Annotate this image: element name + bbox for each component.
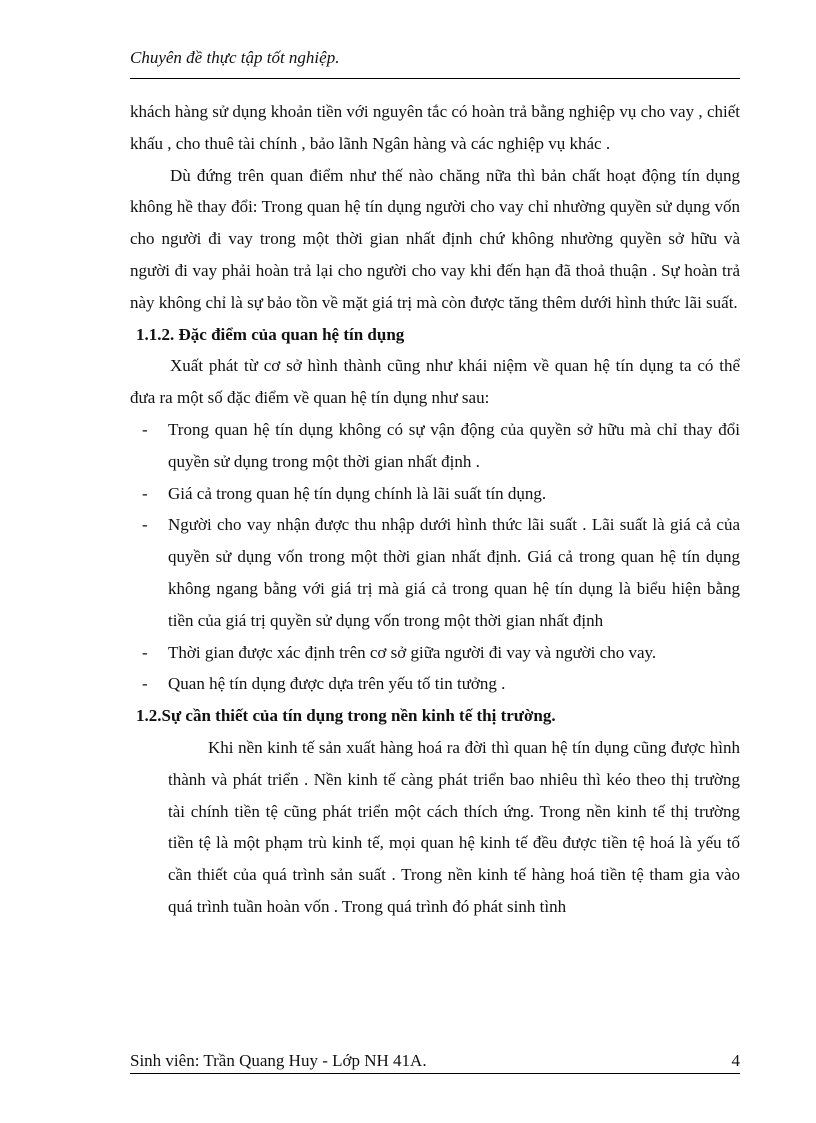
footer-author: Sinh viên: Trần Quang Huy - Lớp NH 41A. (130, 1051, 427, 1070)
dash-bullet: - (142, 674, 148, 694)
list-item-text: Quan hệ tín dụng được dựa trên yếu tố tin tưởng . (168, 674, 506, 694)
list-item (130, 509, 740, 636)
dash-bullet: - (142, 642, 148, 662)
header-rule (130, 78, 740, 79)
list-item (130, 414, 740, 478)
page-body (130, 96, 740, 923)
paragraph-4: Khi nền kinh tế sản xuất hàng hoá ra đời thì quan hệ tín dụng cũng được hình thành và phát triển . Nền kinh tế càng phát triển bao nhiêu thì kéo theo thị trường tài chính tiền tệ cũng phát triển một cách thích ứng. Trong nền kinh tế thị trường tiền tệ là một phạm trù kinh tế, mọi quan hệ kinh tế đều được tiền tệ hoá là yếu tố cần thiết của quá trình sản suất . Trong nền kinh tế hàng hoá tiền tệ tham gia vào quá trình tuần hoàn vốn . Trong quá trình đó phát sinh tình (168, 737, 740, 916)
dash-bullet: - (142, 483, 148, 503)
list-item-text: Người cho vay nhận được thu nhập dưới hình thức lãi suất . Lãi suất là giá cả của quyền sử dụng vốn trong một thời gian nhất định. Giá cả trong quan hệ tín dụng không ngang bằng với giá trị mà giá cả trong quan hệ tín dụng là biểu hiện bằng tiền của giá trị quyền sử dụng vốn trong một thời gian nhất định (168, 515, 740, 630)
section-heading-1-2: 1.2.Sự cần thiết của tín dụng trong nền kinh tế thị trường. (136, 706, 556, 726)
list-item (130, 637, 740, 669)
list-item (130, 478, 740, 510)
section-heading-1-1-2: 1.1.2. Đặc điểm của quan hệ tín dụng (136, 324, 405, 344)
footer-rule (130, 1073, 740, 1074)
page-footer (130, 1051, 740, 1071)
feature-list (130, 414, 740, 700)
paragraph-3: Xuất phát từ cơ sở hình thành cũng như khái niệm về quan hệ tín dụng ta có thể đưa ra một số đặc điểm về quan hệ tín dụng như sau: (130, 356, 740, 408)
page-number: 4 (731, 1051, 740, 1070)
dash-bullet: - (142, 515, 148, 535)
dash-bullet: - (142, 419, 148, 439)
list-item-text: Trong quan hệ tín dụng không có sự vận động của quyền sở hữu mà chỉ thay đổi quyền sử dụng trong một thời gian nhất định . (168, 419, 740, 471)
running-header: Chuyên đề thực tập tốt nghiệp. (130, 48, 340, 67)
paragraph-1: khách hàng sử dụng khoản tiền với nguyên tắc có hoàn trả bằng nghiệp vụ cho vay , chiết khấu , cho thuê tài chính , bảo lãnh Ngân hàng và các nghiệp vụ khác . (130, 102, 740, 153)
list-item-text: Thời gian được xác định trên cơ sở giữa người đi vay và người cho vay. (168, 642, 657, 662)
list-item-text: Giá cả trong quan hệ tín dụng chính là lãi suất tín dụng. (168, 483, 547, 503)
list-item (130, 668, 740, 700)
paragraph-2: Dù đứng trên quan điểm như thế nào chăng nữa thì bản chất hoạt động tín dụng không hề thay đổi: Trong quan hệ tín dụng người cho vay chỉ nhường quyền sử dụng vốn cho người đi vay trong một thời gian nhất định chứ không nhường quyền sở hữu và người đi vay phải hoàn trả lại cho người cho vay khi đến hạn đã thoả thuận . Sự hoàn trả này không chỉ là sự bảo tồn về mặt giá trị mà còn được tăng thêm dưới hình thức lãi suất. (130, 165, 740, 312)
